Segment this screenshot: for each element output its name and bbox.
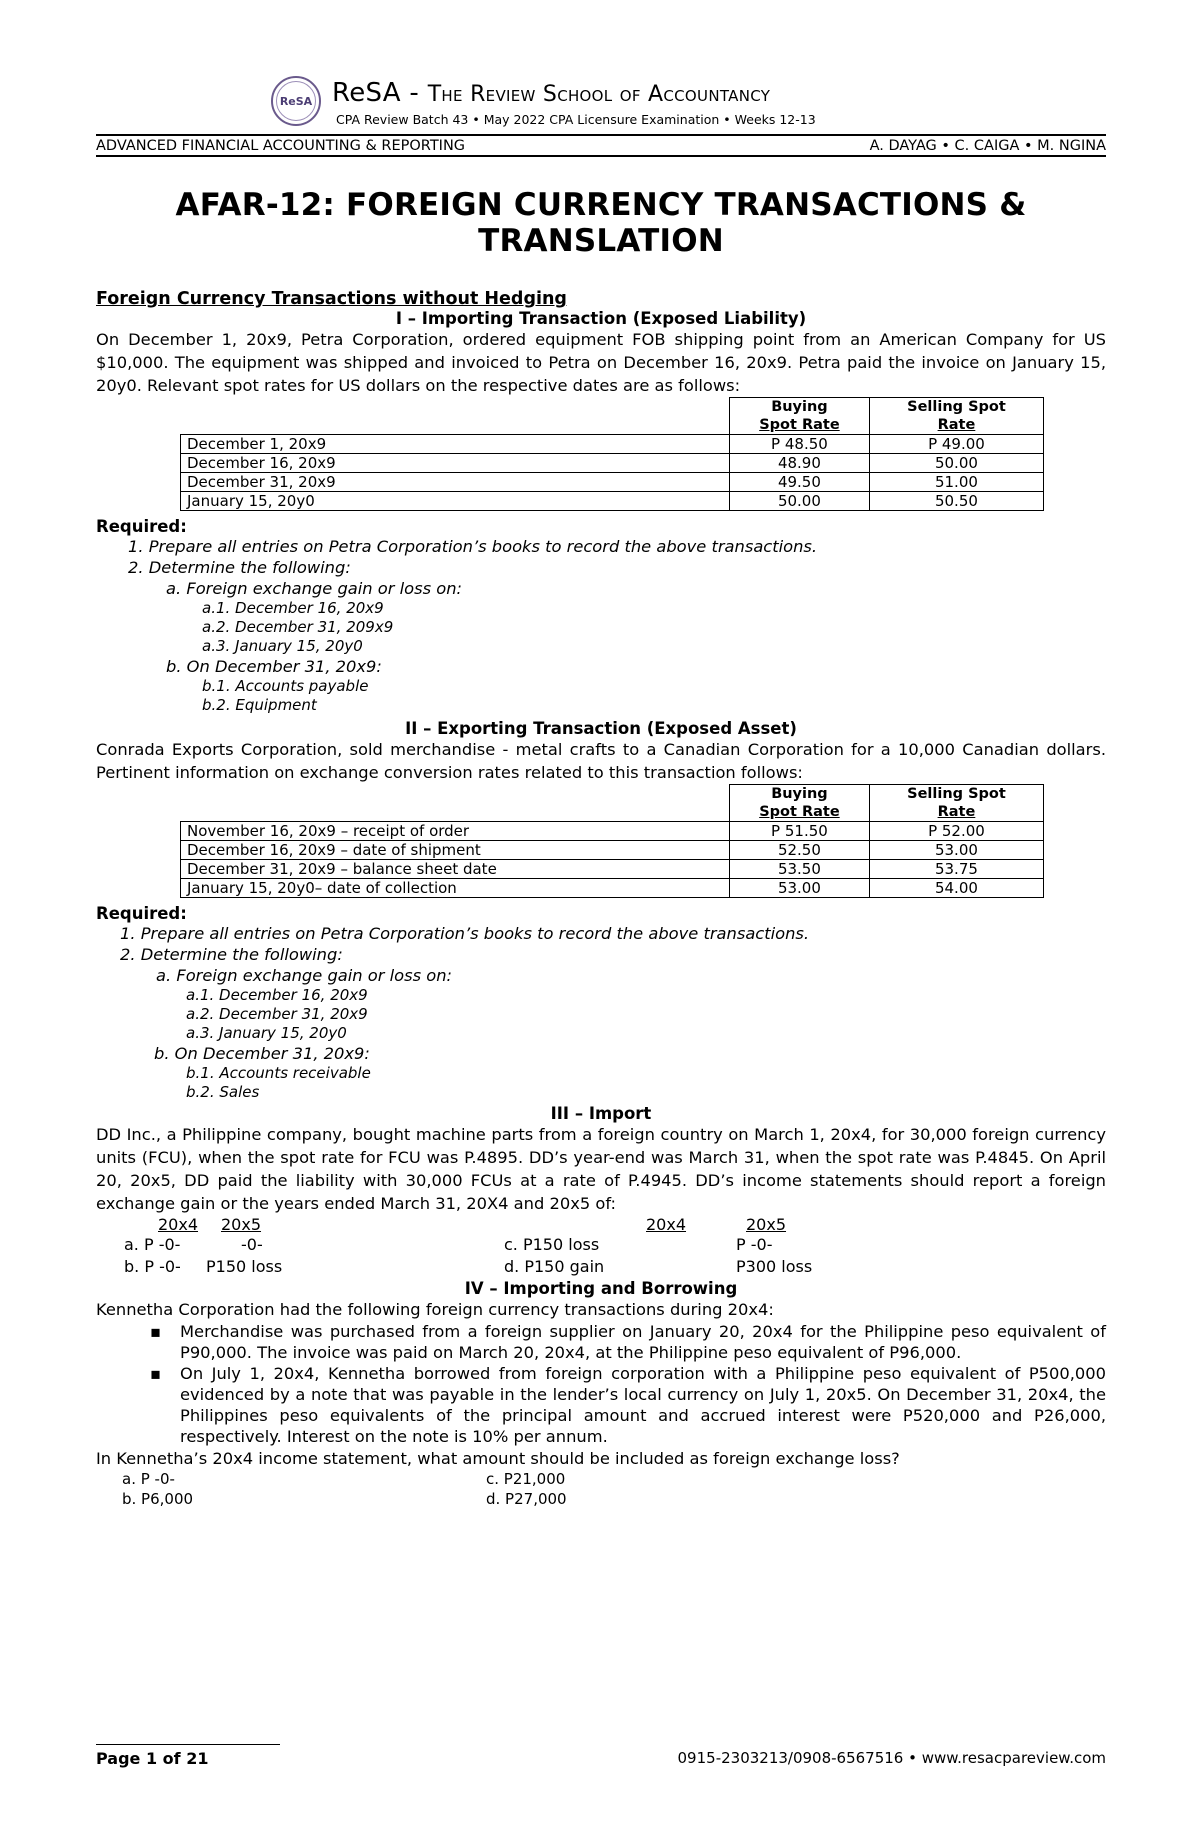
choice-c: c. P21,000 xyxy=(486,1470,566,1488)
part3-heading: III – Import xyxy=(550,1104,652,1123)
part2-req-b1: b.1. Accounts receivable xyxy=(186,1064,371,1082)
part3-text: DD Inc., a Philippine company, bought machine parts from a foreign country on March 1, 20x4, for 30,000 foreign currency units (FCU), when the spot rate for FCU was P.4895. DD’s year-end was March 31, when the spot rate was P.4845. On April 20, 20x5, DD paid the liability with 30,000 FCUs at a rate of P.4945. DD’s income statements should report a foreign exchange gain or the years ended March 31, 20X4 and 20x5 of: xyxy=(96,1125,1106,1213)
part2-req-a3: a.3. January 15, 20y0 xyxy=(186,1024,347,1042)
page-header xyxy=(96,68,1106,134)
list-item: ▪ On July 1, 20x4, Kennetha borrowed from foreign corporation with a Philippine peso equivalent of P500,000 evidenced by a note that was payable in the lender’s local currency on July 1, 20x5. On December 31, 20x4, the Philippines peso equivalents of the principal amount and accrued interest were P520,000 and P26,000, respectively. Interest on the note is 10% per annum. xyxy=(180,1363,1106,1447)
choice-d-20x5: P300 loss xyxy=(736,1257,813,1276)
part2-req-b2: b.2. Sales xyxy=(186,1083,260,1101)
part2-required-label: Required: xyxy=(96,904,187,923)
table-row: December 31, 20x9 49.50 51.00 xyxy=(181,473,1044,492)
page-footer xyxy=(96,1744,1106,1768)
part2-req-b: b. On December 31, 20x9: xyxy=(154,1044,370,1063)
part1-req-1: 1. Prepare all entries on Petra Corporation’s books to record the above transactions. xyxy=(128,537,818,556)
batch-line: CPA Review Batch 43 • May 2022 CPA Licensure Examination • Weeks 12-13 xyxy=(336,112,816,127)
part1-req-a: a. Foreign exchange gain or loss on: xyxy=(166,579,463,598)
part2-rate-table xyxy=(180,784,1044,898)
part1-req-b2: b.2. Equipment xyxy=(202,696,317,714)
part4-choices xyxy=(96,1470,1106,1512)
contact-info: 0915-2303213/0908-6567516 • www.resacpareview.com xyxy=(677,1749,1106,1767)
part4-intro: Kennetha Corporation had the following foreign currency transactions during 20x4: xyxy=(96,1300,774,1319)
page-number: Page 1 of 21 xyxy=(96,1749,209,1768)
buying-spot-rate-header: Buying Spot Rate xyxy=(729,398,869,435)
year-header-20x4: 20x4 xyxy=(646,1215,687,1234)
part2-text: Conrada Exports Corporation, sold merchandise - metal crafts to a Canadian Corporation for a 10,000 Canadian dollars. Pertinent information on exchange conversion rates related to this transaction follows: xyxy=(96,740,1106,782)
choice-a-20x5: -0- xyxy=(241,1235,263,1254)
authors: A. DAYAG • C. CAIGA • M. NGINA xyxy=(869,138,1106,154)
part4-bullets xyxy=(96,1321,1106,1447)
table-row: November 16, 20x9 – receipt of order P 51.50 P 52.00 xyxy=(181,822,1044,841)
part1-required-label: Required: xyxy=(96,517,187,536)
year-header-20x4: 20x4 xyxy=(158,1215,199,1234)
choice-c: c. P150 loss xyxy=(504,1235,600,1254)
table-row: January 15, 20y0 50.00 50.50 xyxy=(181,492,1044,511)
part2-req-1: 1. Prepare all entries on Petra Corporation’s books to record the above transactions. xyxy=(120,924,810,943)
part1-req-b: b. On December 31, 20x9: xyxy=(166,657,382,676)
part4-question: In Kennetha’s 20x4 income statement, what amount should be included as foreign exchange loss? xyxy=(96,1449,900,1468)
choice-b: b. P -0- xyxy=(124,1257,181,1276)
part1-heading: I – Importing Transaction (Exposed Liability) xyxy=(395,309,807,328)
table-corner xyxy=(181,785,730,822)
section-heading: Foreign Currency Transactions without Hedging xyxy=(96,289,567,309)
part1-req-b1: b.1. Accounts payable xyxy=(202,677,369,695)
choice-a: a. P -0- xyxy=(124,1235,181,1254)
subject-bar xyxy=(96,134,1106,157)
part4-heading: IV – Importing and Borrowing xyxy=(464,1279,738,1298)
selling-spot-rate-header: Selling Spot Rate xyxy=(869,785,1043,822)
choice-d: d. P27,000 xyxy=(486,1490,567,1508)
buying-spot-rate-header: Buying Spot Rate xyxy=(729,785,869,822)
table-row: January 15, 20y0– date of collection 53.00 54.00 xyxy=(181,879,1044,898)
part2-req-a1: a.1. December 16, 20x9 xyxy=(186,986,368,1004)
table-row: December 16, 20x9 – date of shipment 52.50 53.00 xyxy=(181,841,1044,860)
part1-req-2: 2. Determine the following: xyxy=(128,558,351,577)
table-row: December 31, 20x9 – balance sheet date 53.50 53.75 xyxy=(181,860,1044,879)
year-header-20x5: 20x5 xyxy=(221,1215,262,1234)
document-page xyxy=(96,68,1106,1512)
choice-b-20x5: P150 loss xyxy=(206,1257,283,1276)
document-title: AFAR-12: FOREIGN CURRENCY TRANSACTIONS & TRANSLATION xyxy=(175,187,1027,259)
choice-b: b. P6,000 xyxy=(122,1490,194,1508)
choice-d: d. P150 gain xyxy=(504,1257,605,1276)
selling-spot-rate-header: Selling Spot Rate xyxy=(869,398,1043,435)
part1-req-a1: a.1. December 16, 20x9 xyxy=(202,599,384,617)
part3-choices xyxy=(96,1215,1106,1279)
school-name: ReSA - The Review School of Accountancy xyxy=(332,78,771,108)
part1-rate-table xyxy=(180,397,1044,511)
part1-req-a3: a.3. January 15, 20y0 xyxy=(202,637,363,655)
part1-req-a2: a.2. December 31, 209x9 xyxy=(202,618,394,636)
school-name-rest: The Review School of Accountancy xyxy=(427,82,771,107)
part2-req-2: 2. Determine the following: xyxy=(120,945,343,964)
part2-req-a: a. Foreign exchange gain or loss on: xyxy=(156,966,453,985)
choice-c-20x5: P -0- xyxy=(736,1235,773,1254)
footer-rule xyxy=(96,1744,280,1745)
choice-a: a. P -0- xyxy=(122,1470,175,1488)
resa-logo xyxy=(271,76,321,126)
part1-text: On December 1, 20x9, Petra Corporation, ordered equipment FOB shipping point from an American Company for US $10,000. The equipment was shipped and invoiced to Petra on December 16, 20x9. Petra paid the invoice on January 15, 20y0. Relevant spot rates for US dollars on the respective dates are as follows: xyxy=(96,330,1106,395)
logo-text: ReSA xyxy=(276,81,316,121)
table-corner xyxy=(181,398,730,435)
part2-heading: II – Exporting Transaction (Exposed Asset) xyxy=(405,719,797,738)
table-row: December 16, 20x9 48.90 50.00 xyxy=(181,454,1044,473)
table-row: December 1, 20x9 P 48.50 P 49.00 xyxy=(181,435,1044,454)
subject-title: ADVANCED FINANCIAL ACCOUNTING & REPORTING xyxy=(96,138,466,154)
list-item: ▪ Merchandise was purchased from a foreign supplier on January 20, 20x4 for the Philippine peso equivalent of P90,000. The invoice was paid on March 20, 20x4, at the Philippine peso equivalent of P96,000. xyxy=(180,1321,1106,1363)
part2-req-a2: a.2. December 31, 20x9 xyxy=(186,1005,368,1023)
year-header-20x5: 20x5 xyxy=(746,1215,787,1234)
